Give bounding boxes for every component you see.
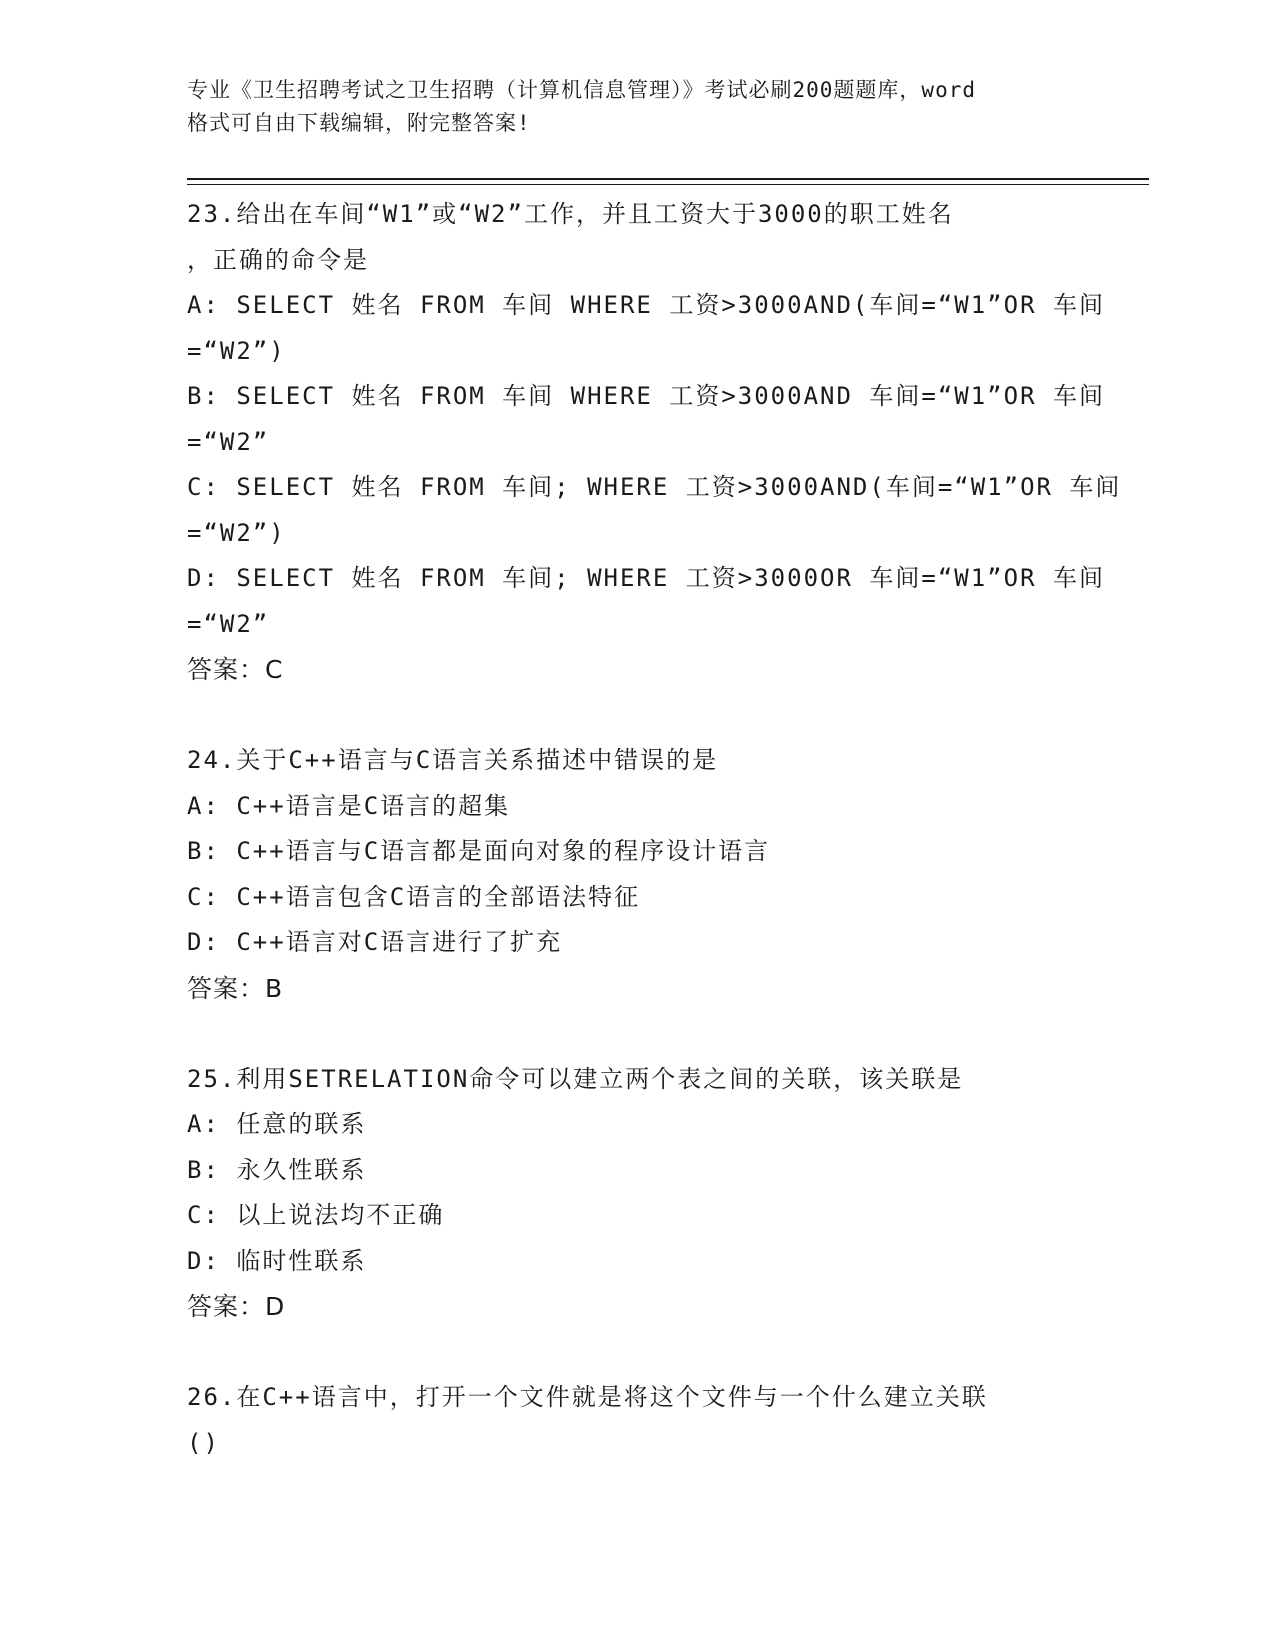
question-list: [187, 192, 1122, 1466]
question-23-option-b-cont: =“W2”: [187, 427, 270, 456]
question-25-option-b: B: 永久性联系: [187, 1155, 367, 1184]
question-23-option-a-cont: =“W2”): [187, 336, 286, 365]
question-23-answer: 答案：C: [187, 655, 284, 684]
question-24-option-d: D: C++语言对C语言进行了扩充: [187, 928, 563, 956]
question-24-stem: 24.关于C++语言与C语言关系描述中错误的是: [187, 746, 719, 774]
question-24-option-c: C: C++语言包含C语言的全部语法特征: [187, 882, 641, 911]
question-23-option-c-cont: =“W2”): [187, 518, 286, 547]
question-25: [187, 1057, 1087, 1330]
header-divider-thick: [187, 178, 1149, 180]
question-25-option-d: D: 临时性联系: [187, 1246, 367, 1275]
question-23-option-a: A: SELECT 姓名 FROM 车间 WHERE 工资>3000AND(车间=“W1”OR 车间: [187, 291, 1105, 319]
spacer: [187, 693, 1087, 739]
question-26-stem-cont: (): [187, 1428, 220, 1457]
question-25-stem: 25.利用SETRELATION命令可以建立两个表之间的关联，该关联是: [187, 1064, 964, 1093]
question-23-option-b: B: SELECT 姓名 FROM 车间 WHERE 工资>3000AND 车间=“W1”OR 车间: [187, 382, 1105, 410]
question-25-option-a: A: 任意的联系: [187, 1110, 367, 1138]
question-23-option-c: C: SELECT 姓名 FROM 车间; WHERE 工资>3000AND(车间=“W1”OR 车间: [187, 473, 1122, 501]
question-23-option-d: D: SELECT 姓名 FROM 车间; WHERE 工资>3000OR 车间=“W1”OR 车间: [187, 564, 1105, 592]
question-23-stem-cont: ，正确的命令是: [187, 245, 369, 274]
spacer: [187, 1011, 1087, 1057]
question-25-answer: 答案：D: [187, 1292, 286, 1321]
question-24-option-b: B: C++语言与C语言都是面向对象的程序设计语言: [187, 837, 771, 865]
question-24-option-a: A: C++语言是C语言的超集: [187, 791, 511, 820]
document-header: [187, 74, 1087, 140]
question-23-option-d-cont: =“W2”: [187, 609, 270, 638]
header-line-1: 专业《卫生招聘考试之卫生招聘（计算机信息管理）》考试必刷200题题库，word: [187, 78, 976, 102]
question-25-option-c: C: 以上说法均不正确: [187, 1201, 445, 1229]
question-26: [187, 1375, 1087, 1466]
header-divider-thin: [187, 184, 1149, 185]
question-24-answer: 答案：B: [187, 973, 284, 1003]
question-26-stem: 26.在C++语言中，打开一个文件就是将这个文件与一个什么建立关联: [187, 1383, 988, 1411]
header-line-2: 格式可自由下载编辑，附完整答案!: [187, 111, 531, 135]
question-23-stem: 23.给出在车间“W1”或“W2”工作，并且工资大于3000的职工姓名: [187, 200, 954, 228]
spacer: [187, 1330, 1087, 1376]
question-23: [187, 192, 1122, 693]
question-24: [187, 738, 1087, 1011]
